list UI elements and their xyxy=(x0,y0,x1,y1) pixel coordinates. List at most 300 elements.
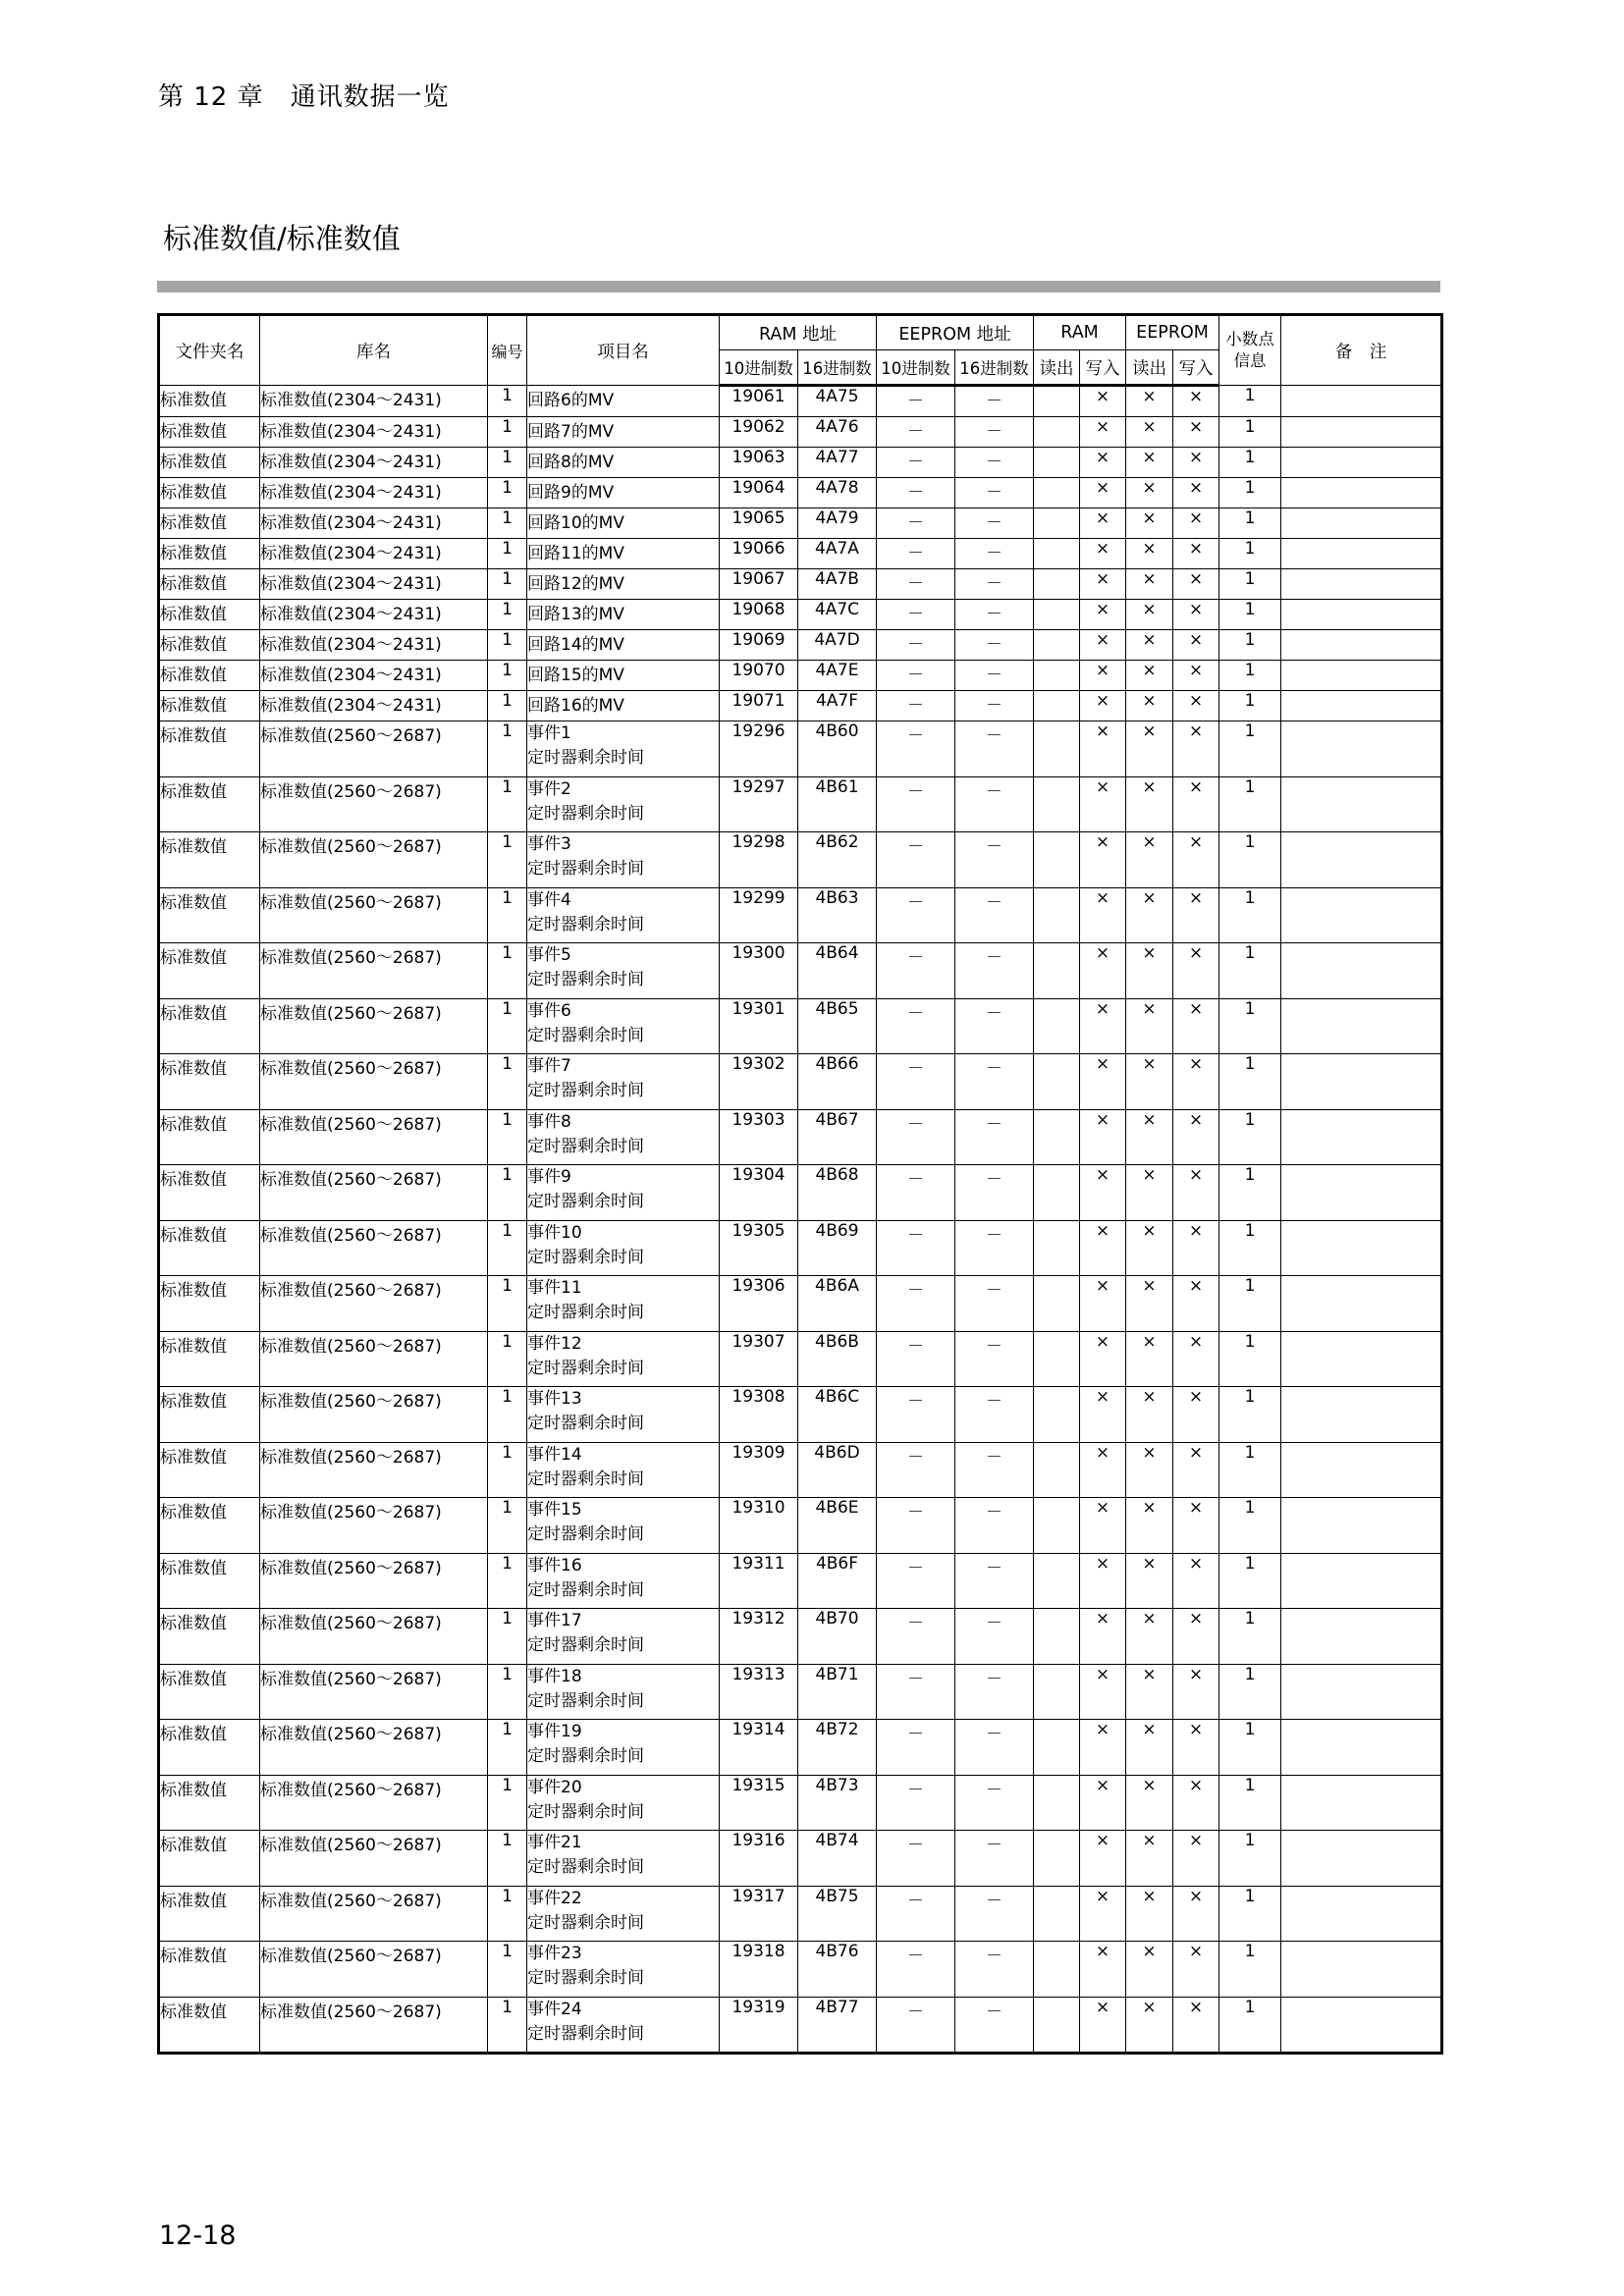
cell-decimal-info: 1 xyxy=(1219,569,1281,600)
cell-eeprom-hex: － xyxy=(955,508,1034,539)
header-ram-dec: 10进制数 xyxy=(720,350,798,386)
item-name: 事件7 xyxy=(527,1056,571,1076)
item-name-subline: 定时器剩余时间 xyxy=(527,914,644,934)
cell-folder: 标准数值 xyxy=(159,1720,260,1776)
section-title: 标准数值/标准数值 xyxy=(163,222,401,255)
cell-note xyxy=(1281,1276,1442,1332)
cell-ram-write: × xyxy=(1080,1664,1126,1720)
cell-library: 标准数值(2304～2431) xyxy=(260,661,488,691)
cell-item xyxy=(527,1331,720,1387)
cell-eeprom-write: × xyxy=(1173,887,1219,943)
cell-ram-dec: 19299 xyxy=(720,887,798,943)
cell-eeprom-hex: － xyxy=(955,776,1034,832)
cell-eeprom-read: × xyxy=(1126,1331,1173,1387)
cell-folder: 标准数值 xyxy=(159,600,260,630)
cell-eeprom-read: × xyxy=(1126,1498,1173,1554)
cell-ram-read xyxy=(1034,1442,1080,1498)
cell-note xyxy=(1281,539,1442,569)
cell-eeprom-dec: － xyxy=(877,1165,955,1221)
communication-data-table xyxy=(157,313,1443,2055)
cell-ram-hex: 4B73 xyxy=(798,1775,877,1831)
cell-number: 1 xyxy=(488,1054,527,1110)
cell-folder: 标准数值 xyxy=(159,1165,260,1221)
cell-decimal-info: 1 xyxy=(1219,691,1281,721)
page-number: 12-18 xyxy=(159,2220,237,2251)
cell-eeprom-read: × xyxy=(1126,1109,1173,1165)
cell-eeprom-read: × xyxy=(1126,1276,1173,1332)
cell-ram-hex: 4B6B xyxy=(798,1331,877,1387)
header-ram-address: RAM 地址 xyxy=(720,315,877,350)
table-row xyxy=(159,1775,1442,1831)
cell-ram-read xyxy=(1034,569,1080,600)
cell-item xyxy=(527,721,720,777)
cell-ram-read xyxy=(1034,998,1080,1054)
cell-number: 1 xyxy=(488,721,527,777)
cell-item xyxy=(527,1498,720,1554)
cell-item xyxy=(527,417,720,448)
cell-ram-write: × xyxy=(1080,1609,1126,1665)
cell-library: 标准数值(2560～2687) xyxy=(260,776,488,832)
cell-decimal-info: 1 xyxy=(1219,832,1281,888)
cell-folder: 标准数值 xyxy=(159,1942,260,1998)
cell-item xyxy=(527,630,720,661)
item-name-subline: 定时器剩余时间 xyxy=(527,2023,644,2044)
cell-decimal-info: 1 xyxy=(1219,1387,1281,1443)
item-name: 回路12的MV xyxy=(527,574,624,594)
header-library: 库名 xyxy=(260,315,488,386)
cell-eeprom-dec: － xyxy=(877,1997,955,2054)
cell-ram-write: × xyxy=(1080,448,1126,478)
cell-eeprom-write: × xyxy=(1173,1886,1219,1942)
cell-ram-write: × xyxy=(1080,1720,1126,1776)
cell-eeprom-hex: － xyxy=(955,539,1034,569)
cell-note xyxy=(1281,1387,1442,1443)
cell-number: 1 xyxy=(488,1664,527,1720)
cell-note xyxy=(1281,832,1442,888)
cell-eeprom-dec: － xyxy=(877,569,955,600)
cell-eeprom-dec: － xyxy=(877,508,955,539)
cell-eeprom-write: × xyxy=(1173,832,1219,888)
cell-decimal-info: 1 xyxy=(1219,1720,1281,1776)
cell-eeprom-write: × xyxy=(1173,417,1219,448)
cell-decimal-info: 1 xyxy=(1219,1775,1281,1831)
cell-folder: 标准数值 xyxy=(159,508,260,539)
cell-decimal-info: 1 xyxy=(1219,1831,1281,1887)
cell-library: 标准数值(2304～2431) xyxy=(260,508,488,539)
cell-number: 1 xyxy=(488,600,527,630)
cell-ram-hex: 4B74 xyxy=(798,1831,877,1887)
cell-eeprom-hex: － xyxy=(955,1331,1034,1387)
header-number: 编号 xyxy=(488,315,527,386)
cell-ram-write: × xyxy=(1080,661,1126,691)
cell-eeprom-hex: － xyxy=(955,943,1034,999)
cell-ram-write: × xyxy=(1080,1054,1126,1110)
cell-note xyxy=(1281,776,1442,832)
cell-folder: 标准数值 xyxy=(159,887,260,943)
cell-number: 1 xyxy=(488,386,527,417)
cell-ram-hex: 4B76 xyxy=(798,1942,877,1998)
cell-ram-hex: 4A7F xyxy=(798,691,877,721)
cell-number: 1 xyxy=(488,539,527,569)
cell-ram-write: × xyxy=(1080,417,1126,448)
cell-folder: 标准数值 xyxy=(159,1775,260,1831)
cell-ram-write: × xyxy=(1080,832,1126,888)
cell-ram-write: × xyxy=(1080,691,1126,721)
cell-decimal-info: 1 xyxy=(1219,998,1281,1054)
cell-item xyxy=(527,539,720,569)
table-row xyxy=(159,630,1442,661)
cell-eeprom-hex: － xyxy=(955,691,1034,721)
table-row xyxy=(159,1720,1442,1776)
table-row xyxy=(159,661,1442,691)
cell-eeprom-write: × xyxy=(1173,478,1219,508)
item-name: 事件2 xyxy=(527,778,571,799)
cell-ram-dec: 19307 xyxy=(720,1331,798,1387)
cell-library: 标准数值(2304～2431) xyxy=(260,478,488,508)
cell-number: 1 xyxy=(488,1276,527,1332)
cell-item xyxy=(527,1664,720,1720)
cell-eeprom-write: × xyxy=(1173,1609,1219,1665)
cell-folder: 标准数值 xyxy=(159,1553,260,1609)
item-name: 事件20 xyxy=(527,1777,582,1797)
cell-ram-hex: 4B68 xyxy=(798,1165,877,1221)
cell-eeprom-hex: － xyxy=(955,1997,1034,2054)
cell-library: 标准数值(2560～2687) xyxy=(260,1498,488,1554)
item-name: 事件3 xyxy=(527,834,571,854)
table-row xyxy=(159,1886,1442,1942)
cell-eeprom-hex: － xyxy=(955,1831,1034,1887)
cell-library: 标准数值(2304～2431) xyxy=(260,691,488,721)
cell-decimal-info: 1 xyxy=(1219,1942,1281,1998)
cell-number: 1 xyxy=(488,1553,527,1609)
cell-ram-hex: 4B6F xyxy=(798,1553,877,1609)
cell-library: 标准数值(2560～2687) xyxy=(260,1553,488,1609)
cell-eeprom-write: × xyxy=(1173,1331,1219,1387)
table-header xyxy=(159,315,1442,386)
item-name-subline: 定时器剩余时间 xyxy=(527,1358,644,1378)
cell-eeprom-write: × xyxy=(1173,1054,1219,1110)
cell-eeprom-hex: － xyxy=(955,1054,1034,1110)
item-name: 回路14的MV xyxy=(527,635,624,655)
cell-item xyxy=(527,1553,720,1609)
cell-eeprom-write: × xyxy=(1173,1220,1219,1276)
cell-ram-dec: 19063 xyxy=(720,448,798,478)
cell-eeprom-hex: － xyxy=(955,1609,1034,1665)
cell-eeprom-hex: － xyxy=(955,998,1034,1054)
item-name-subline: 定时器剩余时间 xyxy=(527,1968,644,1988)
item-name-subline: 定时器剩余时间 xyxy=(527,1025,644,1045)
cell-folder: 标准数值 xyxy=(159,998,260,1054)
item-name: 回路6的MV xyxy=(527,391,615,410)
cell-ram-dec: 19310 xyxy=(720,1498,798,1554)
cell-eeprom-write: × xyxy=(1173,776,1219,832)
cell-eeprom-dec: － xyxy=(877,1609,955,1665)
cell-eeprom-dec: － xyxy=(877,1442,955,1498)
cell-number: 1 xyxy=(488,1720,527,1776)
cell-eeprom-write: × xyxy=(1173,943,1219,999)
cell-eeprom-read: × xyxy=(1126,691,1173,721)
item-name-subline: 定时器剩余时间 xyxy=(527,1635,644,1655)
cell-number: 1 xyxy=(488,569,527,600)
cell-ram-write: × xyxy=(1080,1109,1126,1165)
cell-eeprom-write: × xyxy=(1173,1109,1219,1165)
header-eeprom: EEPROM xyxy=(1126,315,1219,350)
cell-library: 标准数值(2560～2687) xyxy=(260,1331,488,1387)
table-body xyxy=(159,386,1442,2054)
cell-library: 标准数值(2560～2687) xyxy=(260,1109,488,1165)
header-ram: RAM xyxy=(1034,315,1126,350)
cell-eeprom-dec: － xyxy=(877,1775,955,1831)
cell-eeprom-write: × xyxy=(1173,1997,1219,2054)
cell-item xyxy=(527,1220,720,1276)
cell-eeprom-read: × xyxy=(1126,776,1173,832)
item-name: 事件19 xyxy=(527,1722,582,1741)
cell-eeprom-hex: － xyxy=(955,448,1034,478)
cell-library: 标准数值(2560～2687) xyxy=(260,832,488,888)
cell-ram-hex: 4B66 xyxy=(798,1054,877,1110)
cell-eeprom-write: × xyxy=(1173,1387,1219,1443)
cell-eeprom-read: × xyxy=(1126,630,1173,661)
cell-eeprom-write: × xyxy=(1173,386,1219,417)
cell-eeprom-read: × xyxy=(1126,1220,1173,1276)
cell-decimal-info: 1 xyxy=(1219,386,1281,417)
cell-eeprom-read: × xyxy=(1126,1609,1173,1665)
table-row xyxy=(159,1831,1442,1887)
cell-library: 标准数值(2560～2687) xyxy=(260,1387,488,1443)
cell-item xyxy=(527,1276,720,1332)
item-name: 事件9 xyxy=(527,1167,571,1187)
cell-folder: 标准数值 xyxy=(159,1109,260,1165)
item-name: 事件24 xyxy=(527,1999,582,2019)
cell-eeprom-read: × xyxy=(1126,448,1173,478)
cell-ram-dec: 19303 xyxy=(720,1109,798,1165)
cell-library: 标准数值(2304～2431) xyxy=(260,386,488,417)
cell-item xyxy=(527,569,720,600)
cell-library: 标准数值(2560～2687) xyxy=(260,1609,488,1665)
cell-eeprom-dec: － xyxy=(877,539,955,569)
cell-item xyxy=(527,1165,720,1221)
cell-ram-hex: 4A79 xyxy=(798,508,877,539)
item-name-subline: 定时器剩余时间 xyxy=(527,803,644,824)
cell-ram-dec: 19296 xyxy=(720,721,798,777)
cell-eeprom-write: × xyxy=(1173,448,1219,478)
cell-number: 1 xyxy=(488,832,527,888)
cell-eeprom-hex: － xyxy=(955,1886,1034,1942)
table-row xyxy=(159,1942,1442,1998)
cell-eeprom-dec: － xyxy=(877,478,955,508)
cell-ram-read xyxy=(1034,1276,1080,1332)
cell-item xyxy=(527,1442,720,1498)
cell-ram-write: × xyxy=(1080,1442,1126,1498)
cell-eeprom-dec: － xyxy=(877,417,955,448)
cell-ram-dec: 19071 xyxy=(720,691,798,721)
chapter-header: 第 12 章 通讯数据一览 xyxy=(158,82,450,112)
cell-eeprom-write: × xyxy=(1173,1553,1219,1609)
cell-ram-read xyxy=(1034,1331,1080,1387)
cell-item xyxy=(527,1720,720,1776)
cell-eeprom-dec: － xyxy=(877,887,955,943)
cell-decimal-info: 1 xyxy=(1219,721,1281,777)
cell-eeprom-write: × xyxy=(1173,1720,1219,1776)
item-name-subline: 定时器剩余时间 xyxy=(527,970,644,989)
cell-number: 1 xyxy=(488,1109,527,1165)
cell-eeprom-dec: － xyxy=(877,1054,955,1110)
cell-ram-hex: 4B6C xyxy=(798,1387,877,1443)
cell-folder: 标准数值 xyxy=(159,832,260,888)
cell-number: 1 xyxy=(488,478,527,508)
cell-library: 标准数值(2304～2431) xyxy=(260,630,488,661)
cell-ram-hex: 4A78 xyxy=(798,478,877,508)
cell-library: 标准数值(2304～2431) xyxy=(260,539,488,569)
cell-eeprom-hex: － xyxy=(955,1775,1034,1831)
cell-eeprom-read: × xyxy=(1126,661,1173,691)
cell-item xyxy=(527,600,720,630)
cell-folder: 标准数值 xyxy=(159,1331,260,1387)
cell-eeprom-write: × xyxy=(1173,661,1219,691)
cell-note xyxy=(1281,1720,1442,1776)
cell-ram-read xyxy=(1034,1054,1080,1110)
cell-ram-read xyxy=(1034,1165,1080,1221)
cell-ram-hex: 4B67 xyxy=(798,1109,877,1165)
cell-ram-read xyxy=(1034,661,1080,691)
cell-library: 标准数值(2560～2687) xyxy=(260,943,488,999)
cell-note xyxy=(1281,569,1442,600)
cell-decimal-info: 1 xyxy=(1219,887,1281,943)
cell-ram-read xyxy=(1034,1553,1080,1609)
cell-note xyxy=(1281,1831,1442,1887)
cell-number: 1 xyxy=(488,943,527,999)
cell-ram-read xyxy=(1034,1886,1080,1942)
cell-number: 1 xyxy=(488,417,527,448)
cell-eeprom-dec: － xyxy=(877,600,955,630)
table-row xyxy=(159,600,1442,630)
cell-decimal-info: 1 xyxy=(1219,1331,1281,1387)
cell-ram-write: × xyxy=(1080,1831,1126,1887)
table-row xyxy=(159,1109,1442,1165)
table-row xyxy=(159,1498,1442,1554)
cell-folder: 标准数值 xyxy=(159,1997,260,2054)
cell-ram-dec: 19301 xyxy=(720,998,798,1054)
cell-number: 1 xyxy=(488,508,527,539)
cell-ram-write: × xyxy=(1080,887,1126,943)
cell-library: 标准数值(2560～2687) xyxy=(260,1831,488,1887)
cell-library: 标准数值(2304～2431) xyxy=(260,448,488,478)
cell-item xyxy=(527,1997,720,2054)
header-eeprom-address: EEPROM 地址 xyxy=(877,315,1034,350)
cell-library: 标准数值(2560～2687) xyxy=(260,998,488,1054)
cell-ram-write: × xyxy=(1080,1331,1126,1387)
cell-ram-write: × xyxy=(1080,1997,1126,2054)
cell-ram-hex: 4A7E xyxy=(798,661,877,691)
cell-number: 1 xyxy=(488,887,527,943)
cell-number: 1 xyxy=(488,691,527,721)
cell-number: 1 xyxy=(488,1387,527,1443)
cell-ram-dec: 19309 xyxy=(720,1442,798,1498)
cell-ram-dec: 19062 xyxy=(720,417,798,448)
item-name-subline: 定时器剩余时间 xyxy=(527,748,644,768)
cell-ram-hex: 4B60 xyxy=(798,721,877,777)
cell-eeprom-read: × xyxy=(1126,1831,1173,1887)
cell-ram-hex: 4B64 xyxy=(798,943,877,999)
cell-ram-dec: 19315 xyxy=(720,1775,798,1831)
cell-ram-hex: 4A7D xyxy=(798,630,877,661)
cell-item xyxy=(527,887,720,943)
cell-number: 1 xyxy=(488,1498,527,1554)
header-ram-hex: 16进制数 xyxy=(798,350,877,386)
table-row xyxy=(159,569,1442,600)
item-name: 回路7的MV xyxy=(527,422,615,442)
cell-folder: 标准数值 xyxy=(159,1054,260,1110)
table-row xyxy=(159,417,1442,448)
cell-note xyxy=(1281,943,1442,999)
cell-folder: 标准数值 xyxy=(159,1886,260,1942)
cell-eeprom-dec: － xyxy=(877,1498,955,1554)
table-row xyxy=(159,943,1442,999)
cell-ram-dec: 19311 xyxy=(720,1553,798,1609)
cell-eeprom-hex: － xyxy=(955,1942,1034,1998)
header-eeprom-dec: 10进制数 xyxy=(877,350,955,386)
cell-decimal-info: 1 xyxy=(1219,448,1281,478)
cell-eeprom-dec: － xyxy=(877,1942,955,1998)
cell-note xyxy=(1281,998,1442,1054)
cell-folder: 标准数值 xyxy=(159,417,260,448)
table-row xyxy=(159,721,1442,777)
cell-eeprom-write: × xyxy=(1173,1775,1219,1831)
table-row xyxy=(159,1054,1442,1110)
cell-eeprom-read: × xyxy=(1126,1442,1173,1498)
cell-eeprom-hex: － xyxy=(955,1498,1034,1554)
cell-ram-dec: 19067 xyxy=(720,569,798,600)
table-row xyxy=(159,1165,1442,1221)
cell-library: 标准数值(2560～2687) xyxy=(260,1720,488,1776)
cell-eeprom-write: × xyxy=(1173,1942,1219,1998)
cell-eeprom-hex: － xyxy=(955,1387,1034,1443)
cell-eeprom-read: × xyxy=(1126,1165,1173,1221)
cell-eeprom-read: × xyxy=(1126,600,1173,630)
cell-item xyxy=(527,448,720,478)
table-row xyxy=(159,1331,1442,1387)
cell-folder: 标准数值 xyxy=(159,1442,260,1498)
item-name: 事件23 xyxy=(527,1944,582,1963)
cell-ram-read xyxy=(1034,1997,1080,2054)
cell-eeprom-dec: － xyxy=(877,1664,955,1720)
cell-eeprom-hex: － xyxy=(955,386,1034,417)
header-ram-write: 写入 xyxy=(1080,350,1126,386)
cell-ram-read xyxy=(1034,721,1080,777)
cell-eeprom-read: × xyxy=(1126,1997,1173,2054)
cell-eeprom-read: × xyxy=(1126,998,1173,1054)
cell-folder: 标准数值 xyxy=(159,1664,260,1720)
cell-ram-read xyxy=(1034,478,1080,508)
cell-eeprom-dec: － xyxy=(877,1109,955,1165)
item-name: 事件10 xyxy=(527,1222,582,1243)
cell-eeprom-write: × xyxy=(1173,998,1219,1054)
cell-ram-read xyxy=(1034,1720,1080,1776)
cell-eeprom-read: × xyxy=(1126,386,1173,417)
cell-note xyxy=(1281,661,1442,691)
cell-ram-read xyxy=(1034,1609,1080,1665)
cell-item xyxy=(527,386,720,417)
cell-number: 1 xyxy=(488,448,527,478)
cell-item xyxy=(527,1775,720,1831)
cell-ram-hex: 4A77 xyxy=(798,448,877,478)
cell-eeprom-read: × xyxy=(1126,478,1173,508)
item-name: 事件11 xyxy=(527,1278,582,1298)
cell-eeprom-dec: － xyxy=(877,1220,955,1276)
item-name: 事件4 xyxy=(527,889,571,910)
cell-number: 1 xyxy=(488,1886,527,1942)
cell-decimal-info: 1 xyxy=(1219,600,1281,630)
